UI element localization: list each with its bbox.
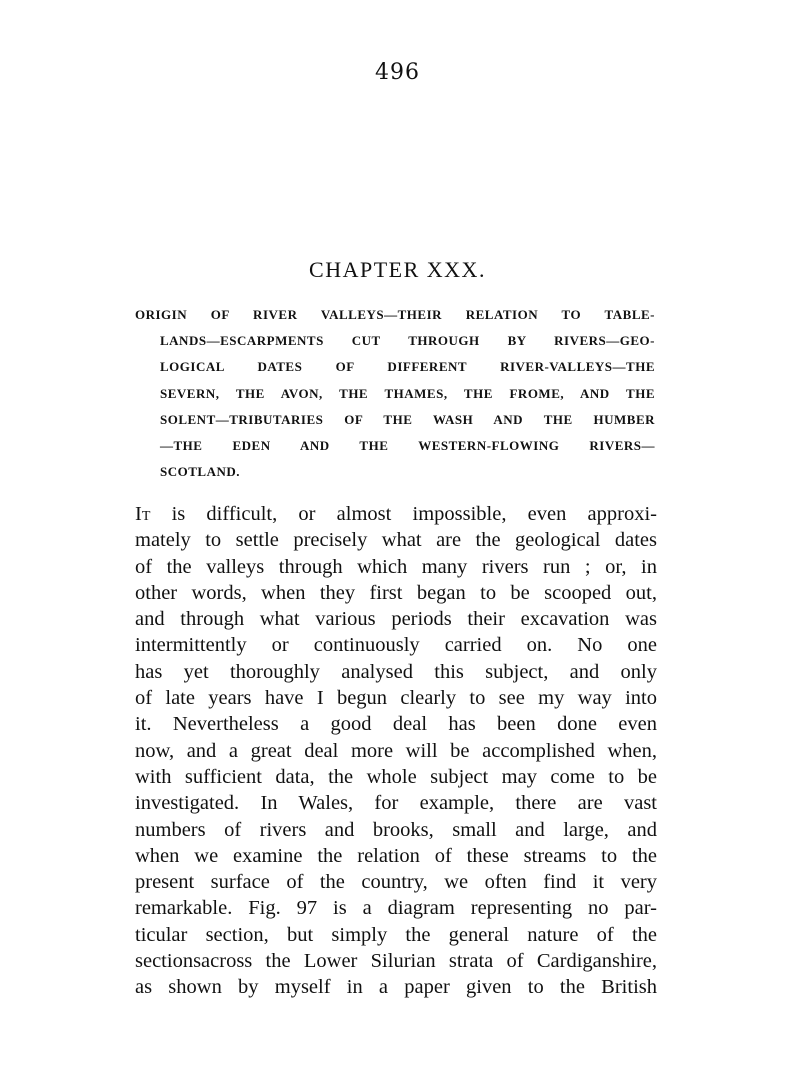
body-line: as shown by myself in a paper given to the British [135,976,657,999]
body-line: investigated. In Wales, for example, there are vast [135,792,657,815]
opening-word: It [135,503,151,525]
summary-line: ORIGIN OF RIVER VALLEYS—THEIR RELATION TO TABLE- [135,307,655,322]
body-line: sectionsacross the Lower Silurian strata of Cardiganshire, [135,950,657,973]
body-line: it. Nevertheless a good deal has been done even [135,713,657,736]
body-line: ticular section, but simply the general nature of the [135,923,657,946]
summary-line: —THE EDEN AND THE WESTERN-FLOWING RIVERS— [160,437,655,453]
body-line: and through what various periods their excavation was [135,608,657,631]
body-line: present surface of the country, we often find it very [135,871,657,894]
body-line: other words, when they first began to be scooped out, [135,581,657,604]
body-line: numbers of rivers and brooks, small and large, and [135,818,657,841]
body-line: with sufficient data, the whole subject may come to be [135,765,657,788]
chapter-title: CHAPTER XXX. [309,257,486,282]
body-line: mately to settle precisely what are the geological dates [135,529,657,552]
body-line: of the valleys through which many rivers run ; or, in [135,555,657,578]
body-line: intermittently or continuously carried on. No one [135,634,657,657]
body-line: when we examine the relation of these streams to the [135,844,657,867]
body-line: has yet thoroughly analysed this subject, and only [135,660,657,683]
summary-line: LOGICAL DATES OF DIFFERENT RIVER-VALLEYS—THE [160,359,655,375]
summary-line: SCOTLAND. [160,464,240,480]
body-line: now, and a great deal more will be accomplished when, [135,739,657,762]
chapter-summary [135,302,655,485]
body-line: of late years have I begun clearly to see my way into [135,687,657,710]
summary-line: SEVERN, THE AVON, THE THAMES, THE FROME, AND THE [160,385,655,401]
body-line: remarkable. Fig. 97 is a diagram representing no par- [135,897,657,920]
body-paragraph [135,501,657,1001]
summary-line: SOLENT—TRIBUTARIES OF THE WASH AND THE HUMBER [160,411,655,427]
summary-line: LANDS—ESCARPMENTS CUT THROUGH BY RIVERS—GEO- [160,333,655,349]
body-line [135,501,657,527]
body-line-text: is difficult, or almost impossible, even approxi- [150,503,657,525]
page-number: 496 [375,60,420,85]
